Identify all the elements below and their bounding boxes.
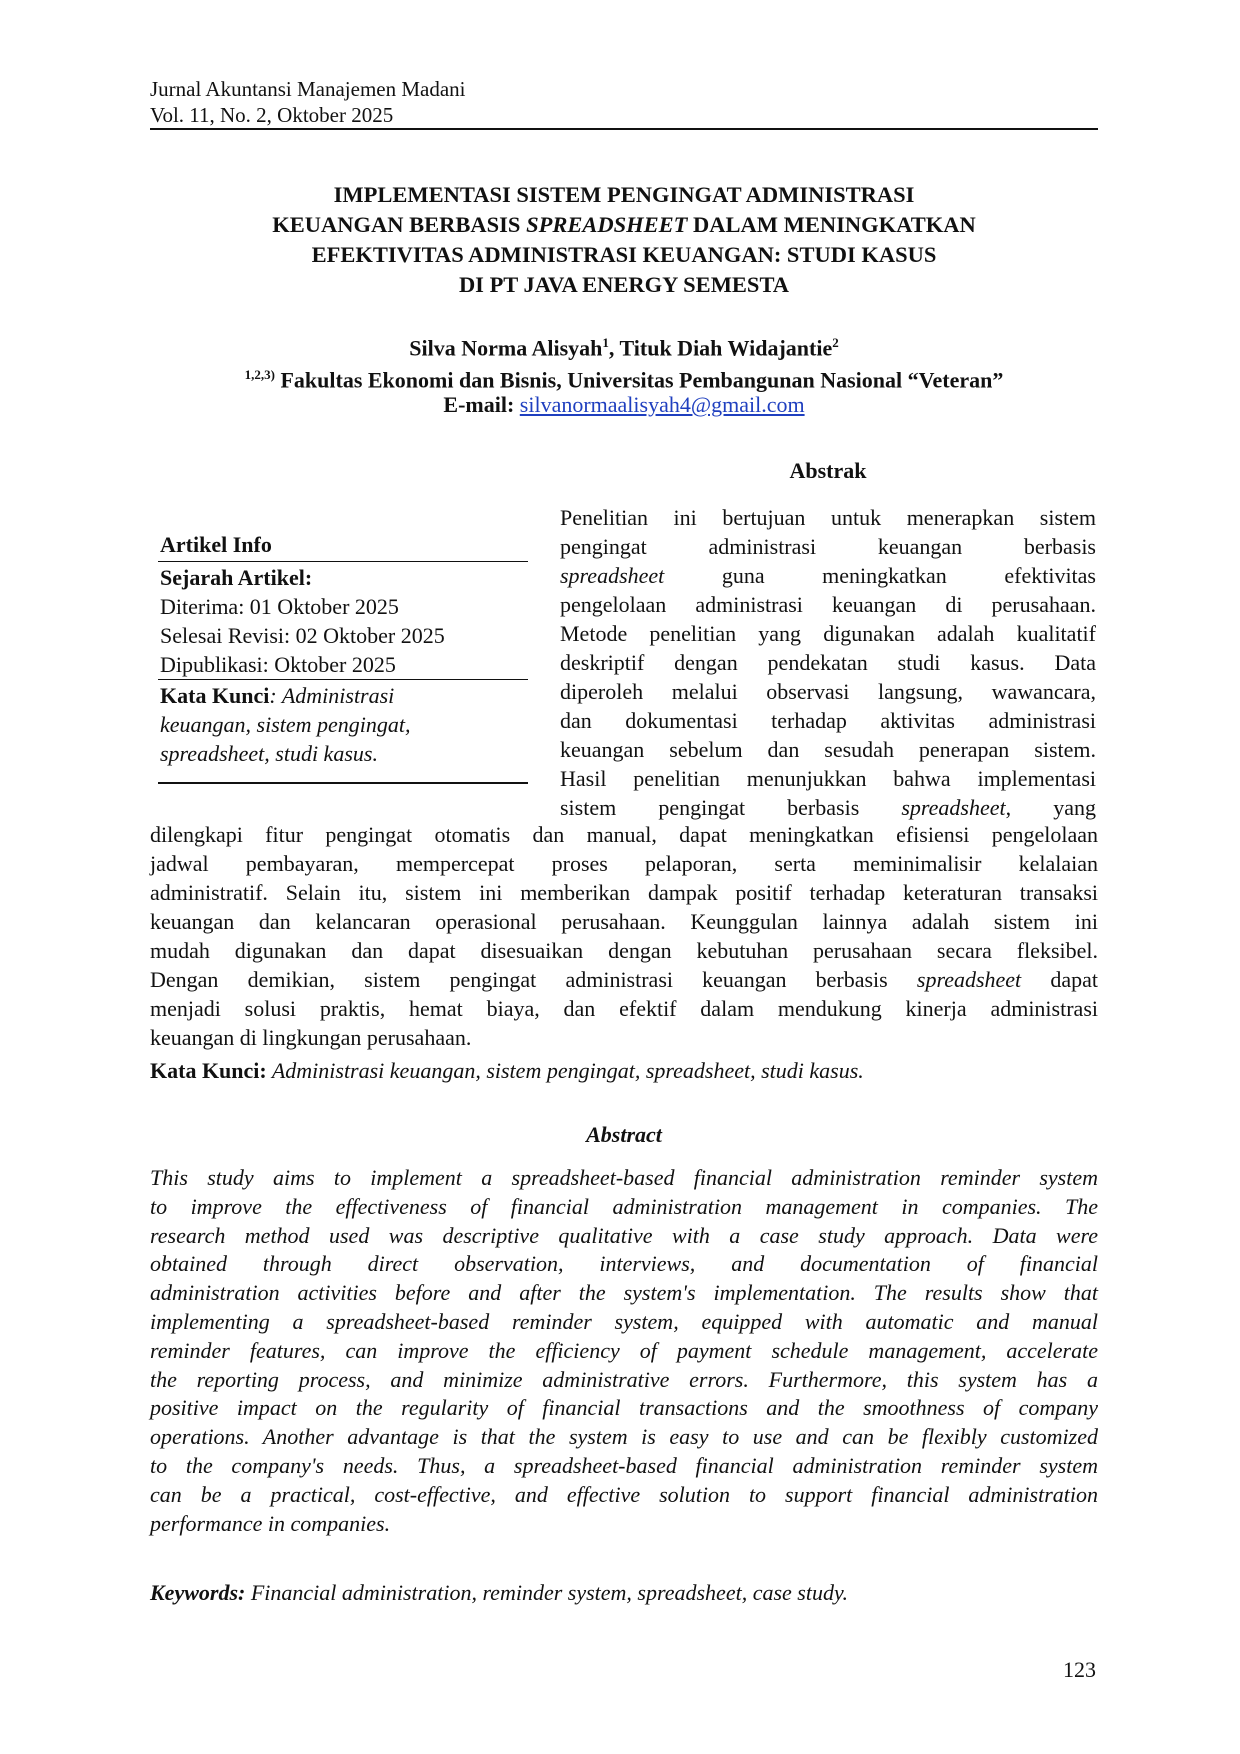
abstract-line: performance in companies.	[150, 1510, 391, 1536]
revised-date: Selesai Revisi: 02 Oktober 2025	[160, 623, 445, 648]
email-link[interactable]: silvanormaalisyah4@gmail.com	[519, 392, 805, 417]
abstrak-text: dapat	[1021, 967, 1098, 992]
abstrak-line: administratif. Selain itu, sistem ini memberikan dampak positif terhadap keteraturan transaksi	[150, 880, 1098, 905]
author-affiliation-mark: 2	[832, 335, 839, 350]
info-keywords-text: : Administrasi	[269, 683, 395, 708]
italic-term: spreadsheet	[560, 563, 665, 588]
affiliation-text: Fakultas Ekonomi dan Bisnis, Universitas Pembangunan Nasional “Veteran”	[274, 367, 1004, 393]
abstrak-line: keuangan dan kelancaran operasional perusahaan. Keunggulan lainnya adalah sistem ini	[150, 909, 1098, 934]
running-header	[150, 76, 466, 128]
abstract-line: This study aims to implement a spreadsheet-based financial administration reminder system	[150, 1165, 1098, 1190]
abstract-line: to the company's needs. Thus, a spreadsheet-based financial administration reminder system	[150, 1452, 1098, 1478]
abstrak-line: dan dokumentasi terhadap aktivitas administrasi	[560, 708, 1096, 733]
abstract-line: can be a practical, cost-effective, and effective solution to support financial administration	[150, 1481, 1098, 1507]
info-divider	[158, 782, 528, 784]
email-label: E-mail:	[443, 392, 520, 417]
title-line: EFEKTIVITAS ADMINISTRASI KEUANGAN: STUDI KASUS	[311, 242, 937, 267]
abstrak-text: , yang	[1005, 795, 1096, 820]
abstract-line: operations. Another advantage is that the system is easy to use and can be flexibly customized	[150, 1424, 1098, 1450]
article-info-heading: Artikel Info	[160, 532, 272, 557]
email-line	[150, 390, 1098, 420]
abstrak-line: Penelitian ini bertujuan untuk menerapkan sistem	[560, 505, 1096, 530]
abstrak-line: dilengkapi fitur pengingat otomatis dan manual, dapat meningkatkan efisiensi pengelolaan	[150, 822, 1098, 847]
abstrak-line	[150, 965, 1098, 994]
keywords-label: Keywords:	[150, 1580, 246, 1605]
italic-term: spreadsheet	[916, 967, 1022, 992]
title-italic-term: SPREADSHEET	[526, 212, 688, 237]
page-number: 123	[1063, 1657, 1096, 1682]
abstrak-line: pengingat administrasi keuangan berbasis	[560, 534, 1096, 559]
abstrak-line	[560, 561, 1096, 590]
keywords-text: Financial administration, reminder system, spreadsheet, case study.	[245, 1580, 849, 1605]
info-keywords	[158, 680, 528, 782]
abstract-line: implementing a spreadsheet-based reminder system, equipped with automatic and manual	[150, 1308, 1098, 1334]
abstrak-line	[560, 793, 1096, 822]
author-name: Silva Norma Alisyah	[409, 335, 603, 361]
header-rule	[150, 128, 1098, 130]
author-affiliation-mark: 1	[602, 335, 609, 350]
abstrak-line: Hasil penelitian menunjukkan bahwa implementasi	[560, 766, 1096, 791]
title-text: DALAM MENINGKATKAN	[687, 212, 976, 237]
affiliation-mark: 1,2,3)	[244, 367, 275, 382]
abstract-line: research method used was descriptive qualitative with a case study approach. Data were	[150, 1222, 1098, 1248]
abstrak-line: mudah digunakan dan dapat disesuaikan dengan kebutuhan perusahaan secara fleksibel.	[150, 938, 1098, 963]
abstrak-line: jadwal pembayaran, mempercepat proses pelaporan, serta meminimalisir kelalaian	[150, 851, 1098, 876]
abstrak-line: diperoleh melalui observasi langsung, wawancara,	[560, 679, 1096, 704]
abstract-line: reminder features, can improve the efficiency of payment schedule management, accelerate	[150, 1337, 1098, 1363]
abstrak-text: sistem pengingat berbasis	[560, 795, 902, 820]
abstrak-heading: Abstrak	[789, 458, 867, 483]
abstract-line: administration activities before and after the system's implementation. The results show that	[150, 1280, 1098, 1306]
title-line: DI PT JAVA ENERGY SEMESTA	[458, 272, 790, 297]
info-keywords-label: Kata Kunci	[160, 683, 270, 708]
abstract-line: obtained through direct observation, interviews, and documentation of financial	[150, 1251, 1098, 1277]
abstrak-line: menjadi solusi praktis, hemat biaya, dan efektif dalam mendukung kinerja administrasi	[150, 996, 1098, 1021]
abstract-keywords	[150, 1578, 1098, 1607]
received-date: Diterima: 01 Oktober 2025	[160, 594, 399, 619]
abstrak-text: guna meningkatkan efektivitas	[664, 563, 1096, 588]
abstrak-body-full-width	[150, 820, 1098, 1052]
abstract-body	[150, 1164, 1098, 1538]
title-line: IMPLEMENTASI SISTEM PENGINGAT ADMINISTRASI	[333, 182, 915, 207]
article-info-box	[158, 530, 528, 784]
abstrak-line: keuangan di lingkungan perusahaan.	[150, 1025, 472, 1050]
journal-name: Jurnal Akuntansi Manajemen Madani	[150, 77, 466, 101]
abstrak-line: deskriptif dengan pendekatan studi kasus. Data	[560, 650, 1096, 675]
abstract-heading: Abstract	[586, 1122, 662, 1147]
abstrak-line: pengelolaan administrasi keuangan di perusahaan.	[560, 592, 1096, 617]
history-heading: Sejarah Artikel:	[160, 565, 313, 590]
abstrak-line: Metode penelitian yang digunakan adalah kualitatif	[560, 621, 1096, 646]
abstract-line: the reporting process, and minimize administrative errors. Furthermore, this system has a	[150, 1366, 1098, 1392]
abstract-line: to improve the effectiveness of financial administration management in companies. The	[150, 1193, 1098, 1219]
title-text: KEUANGAN BERBASIS	[272, 212, 527, 237]
italic-term: spreadsheet	[901, 795, 1006, 820]
abstrak-line: keuangan sebelum dan sesudah penerapan sistem.	[560, 737, 1096, 762]
info-keywords-text: spreadsheet, studi kasus.	[160, 741, 378, 766]
info-keywords-text: keuangan, sistem pengingat,	[160, 712, 411, 737]
abstract-line: positive impact on the regularity of financial transactions and the smoothness of company	[150, 1395, 1098, 1421]
title-line	[150, 210, 1098, 240]
kata-kunci-label: Kata Kunci:	[150, 1058, 267, 1083]
paper-title	[150, 180, 1098, 300]
published-date: Dipublikasi: Oktober 2025	[160, 652, 396, 677]
abstrak-body-right-column	[560, 503, 1096, 822]
author-separator: ,	[608, 335, 620, 361]
journal-volume: Vol. 11, No. 2, Oktober 2025	[150, 103, 394, 127]
author-name: Tituk Diah Widajantie	[619, 335, 833, 361]
kata-kunci-text: Administrasi keuangan, sistem pengingat, spreadsheet, studi kasus.	[266, 1058, 864, 1083]
abstrak-keywords	[150, 1056, 1098, 1085]
abstrak-text: Dengan demikian, sistem pengingat administrasi keuangan berbasis	[150, 967, 917, 992]
author-list	[150, 328, 1098, 363]
